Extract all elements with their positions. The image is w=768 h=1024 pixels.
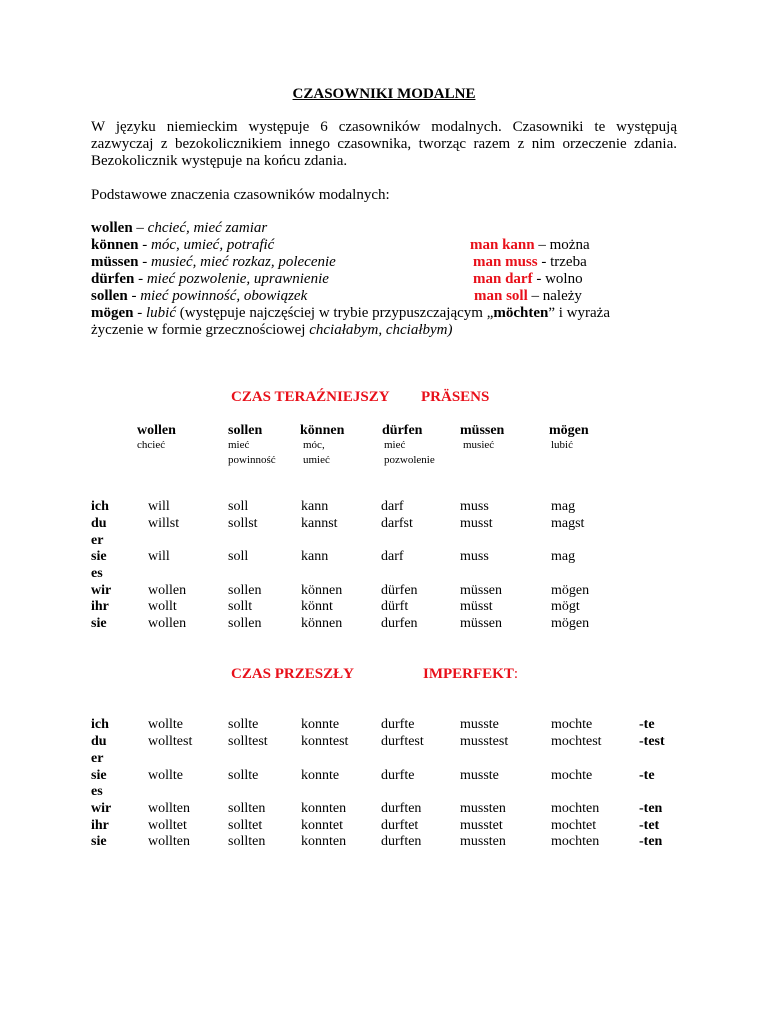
verb-header: wollen xyxy=(137,423,176,438)
verb-form: mögen xyxy=(551,583,590,598)
verb-form: sollten xyxy=(228,801,266,816)
man-phrase xyxy=(470,237,590,254)
verb-form: durftest xyxy=(381,734,424,749)
verb-name: können xyxy=(91,237,139,253)
verb-gloss: móc, xyxy=(303,439,325,451)
pronoun: sie xyxy=(91,549,107,564)
verb-form: dürft xyxy=(381,599,409,614)
verb-gloss: pozwolenie xyxy=(384,454,435,466)
verb-form: sollt xyxy=(228,599,253,614)
meaning-line xyxy=(91,254,336,271)
man-form: man kann xyxy=(470,237,535,253)
meaning-line xyxy=(91,288,307,305)
verb-form: musstet xyxy=(460,818,503,833)
past-heading-colon: : xyxy=(513,666,519,682)
verb-form: dürfen xyxy=(381,583,418,598)
verb-form: musste xyxy=(460,768,499,783)
verb-header: müssen xyxy=(460,423,505,438)
ending-suffix: -ten xyxy=(639,801,663,816)
verb-form: wollen xyxy=(148,583,187,598)
verb-form: mag xyxy=(551,549,576,564)
man-phrase xyxy=(474,288,582,305)
verb-form: willst xyxy=(148,516,180,531)
verb-gloss: musieć xyxy=(463,439,495,451)
verb-form: sollst xyxy=(228,516,258,531)
separator: - xyxy=(138,254,152,270)
separator: - xyxy=(537,254,551,270)
verb-form: konnten xyxy=(301,834,347,849)
verb-form: konnte xyxy=(301,768,340,783)
moegen-note: (występuje najczęściej w trybie przypuszczającym „ xyxy=(176,305,494,321)
verb-form: kann xyxy=(301,499,329,514)
verb-form: durftet xyxy=(381,818,419,833)
page-title: CZASOWNIKI MODALNE xyxy=(292,86,476,102)
past-heading-pl: CZAS PRZESZŁY xyxy=(231,666,354,682)
verb-form: soll xyxy=(228,549,249,564)
pronoun: wir xyxy=(91,801,112,816)
verb-form: konnten xyxy=(301,801,347,816)
verb-form: musstest xyxy=(460,734,509,749)
verb-gloss: powinność xyxy=(228,454,276,466)
verb-form: wollte xyxy=(148,717,183,732)
verb-header: mögen xyxy=(549,423,589,438)
man-meaning: należy xyxy=(542,288,582,304)
verb-form: soll xyxy=(228,499,249,514)
present-heading-pl: CZAS TERAŹNIEJSZY xyxy=(231,389,390,405)
verb-form: solltest xyxy=(228,734,268,749)
moegen-note-line2: życzenie w formie grzecznościowej xyxy=(91,322,310,338)
moegen-example: chciałabym, chciałbym) xyxy=(309,322,453,338)
verb-form: sollen xyxy=(228,583,262,598)
verb-form: konntest xyxy=(301,734,349,749)
verb-gloss: umieć xyxy=(303,454,330,466)
verb-form: kann xyxy=(301,549,329,564)
intro-paragraph: W języku niemieckim występuje 6 czasowników modalnych. Czasowniki te występują zazwyczaj z bezokolicznikiem innego czasownika, tworząc razem z nim orzeczenie zdania. Bezokolicznik występuje na końcu zdania. xyxy=(91,119,677,169)
pronoun: sie xyxy=(91,834,107,849)
verb-form: durfte xyxy=(381,717,415,732)
pronoun: er xyxy=(91,533,104,548)
man-form: man muss xyxy=(473,254,538,270)
man-form: man soll xyxy=(474,288,528,304)
verb-form: durften xyxy=(381,801,422,816)
meaning-line-moegen-2 xyxy=(91,322,453,339)
verb-form: mussten xyxy=(460,834,506,849)
verb-form: mussten xyxy=(460,801,506,816)
moechten-word: möchten xyxy=(493,305,549,321)
verb-form: darf xyxy=(381,499,404,514)
verb-gloss: mieć xyxy=(228,439,250,451)
pronoun: sie xyxy=(91,616,107,631)
separator: - xyxy=(133,305,146,321)
verb-name: dürfen xyxy=(91,271,135,287)
verb-form: müssen xyxy=(460,616,502,631)
verb-form: können xyxy=(301,583,343,598)
verb-form: darfst xyxy=(381,516,413,531)
pronoun: du xyxy=(91,734,107,749)
verb-form: mochtest xyxy=(551,734,602,749)
separator: – xyxy=(527,288,543,304)
verb-form: musst xyxy=(460,516,493,531)
verb-form: wollten xyxy=(148,834,190,849)
verb-form: muss xyxy=(460,499,489,514)
verb-form: mochtet xyxy=(551,818,597,833)
past-heading-de xyxy=(423,666,518,683)
verb-form: wollen xyxy=(148,616,187,631)
separator: - xyxy=(127,288,141,304)
pronoun: ich xyxy=(91,717,109,732)
verb-form: wollt xyxy=(148,599,177,614)
verb-form: mochte xyxy=(551,717,593,732)
man-meaning: wolno xyxy=(545,271,583,287)
ending-suffix: -tet xyxy=(639,818,660,833)
verb-meaning: móc, umieć, potrafić xyxy=(151,237,275,253)
past-heading-de-text: IMPERFEKT xyxy=(423,666,514,682)
meanings-heading: Podstawowe znaczenia czasowników modalnych: xyxy=(91,187,390,203)
verb-form: will xyxy=(148,549,170,564)
verb-gloss: mieć xyxy=(384,439,406,451)
verb-header: dürfen xyxy=(382,423,423,438)
verb-form: magst xyxy=(551,516,585,531)
separator: - xyxy=(138,237,152,253)
pronoun: er xyxy=(91,751,104,766)
verb-form: musste xyxy=(460,717,499,732)
verb-form: wollte xyxy=(148,768,183,783)
verb-form: darf xyxy=(381,549,404,564)
man-meaning: trzeba xyxy=(550,254,587,270)
meaning-line xyxy=(91,237,274,254)
verb-name: mögen xyxy=(91,305,134,321)
verb-meaning: chcieć, mieć zamiar xyxy=(147,220,268,236)
verb-name: wollen xyxy=(91,220,133,236)
separator: – xyxy=(132,220,148,236)
verb-header: sollen xyxy=(228,423,263,438)
verb-form: müsst xyxy=(460,599,493,614)
verb-form: solltet xyxy=(228,818,263,833)
verb-form: will xyxy=(148,499,170,514)
verb-form: durften xyxy=(381,834,422,849)
verb-form: können xyxy=(301,616,343,631)
pronoun: es xyxy=(91,566,103,581)
verb-form: sollte xyxy=(228,717,259,732)
man-phrase xyxy=(473,254,587,271)
verb-form: sollten xyxy=(228,834,266,849)
verb-form: kannst xyxy=(301,516,338,531)
pronoun: du xyxy=(91,516,107,531)
man-form: man darf xyxy=(473,271,533,287)
verb-form: mochten xyxy=(551,834,600,849)
moegen-note-end: ” i wyraża xyxy=(548,305,610,321)
verb-meaning: lubić xyxy=(146,305,176,321)
present-heading-de: PRÄSENS xyxy=(421,389,490,405)
separator: - xyxy=(532,271,546,287)
verb-form: konnte xyxy=(301,717,340,732)
verb-form: müssen xyxy=(460,583,502,598)
meaning-line-moegen xyxy=(91,305,610,322)
verb-form: durfen xyxy=(381,616,418,631)
verb-form: wolltet xyxy=(148,818,187,833)
meaning-line xyxy=(91,271,329,288)
pronoun: ihr xyxy=(91,818,109,833)
pronoun: wir xyxy=(91,583,112,598)
separator: - xyxy=(134,271,147,287)
verb-meaning: mieć powinność, obowiązek xyxy=(140,288,308,304)
verb-form: mag xyxy=(551,499,576,514)
verb-form: mögen xyxy=(551,616,590,631)
verb-form: wolltest xyxy=(148,734,193,749)
verb-name: sollen xyxy=(91,288,128,304)
verb-meaning: mieć pozwolenie, uprawnienie xyxy=(146,271,329,287)
verb-form: könnt xyxy=(301,599,333,614)
ending-suffix: -ten xyxy=(639,834,663,849)
verb-meaning: musieć, mieć rozkaz, polecenie xyxy=(151,254,336,270)
man-meaning: można xyxy=(549,237,590,253)
meaning-line xyxy=(91,220,267,237)
pronoun: ich xyxy=(91,499,109,514)
verb-form: mochten xyxy=(551,801,600,816)
verb-gloss: lubić xyxy=(551,439,573,451)
verb-form: mochte xyxy=(551,768,593,783)
pronoun: sie xyxy=(91,768,107,783)
verb-header: können xyxy=(300,423,345,438)
verb-form: mögt xyxy=(551,599,580,614)
ending-suffix: -te xyxy=(639,717,655,732)
verb-form: konntet xyxy=(301,818,343,833)
verb-form: durfte xyxy=(381,768,415,783)
verb-name: müssen xyxy=(91,254,139,270)
pronoun: es xyxy=(91,784,103,799)
separator: – xyxy=(534,237,550,253)
ending-suffix: -te xyxy=(639,768,655,783)
verb-form: muss xyxy=(460,549,489,564)
man-phrase xyxy=(473,271,583,288)
verb-form: wollten xyxy=(148,801,190,816)
pronoun: ihr xyxy=(91,599,109,614)
verb-form: sollen xyxy=(228,616,262,631)
verb-gloss: chcieć xyxy=(137,439,166,451)
verb-form: sollte xyxy=(228,768,259,783)
ending-suffix: -test xyxy=(639,734,665,749)
